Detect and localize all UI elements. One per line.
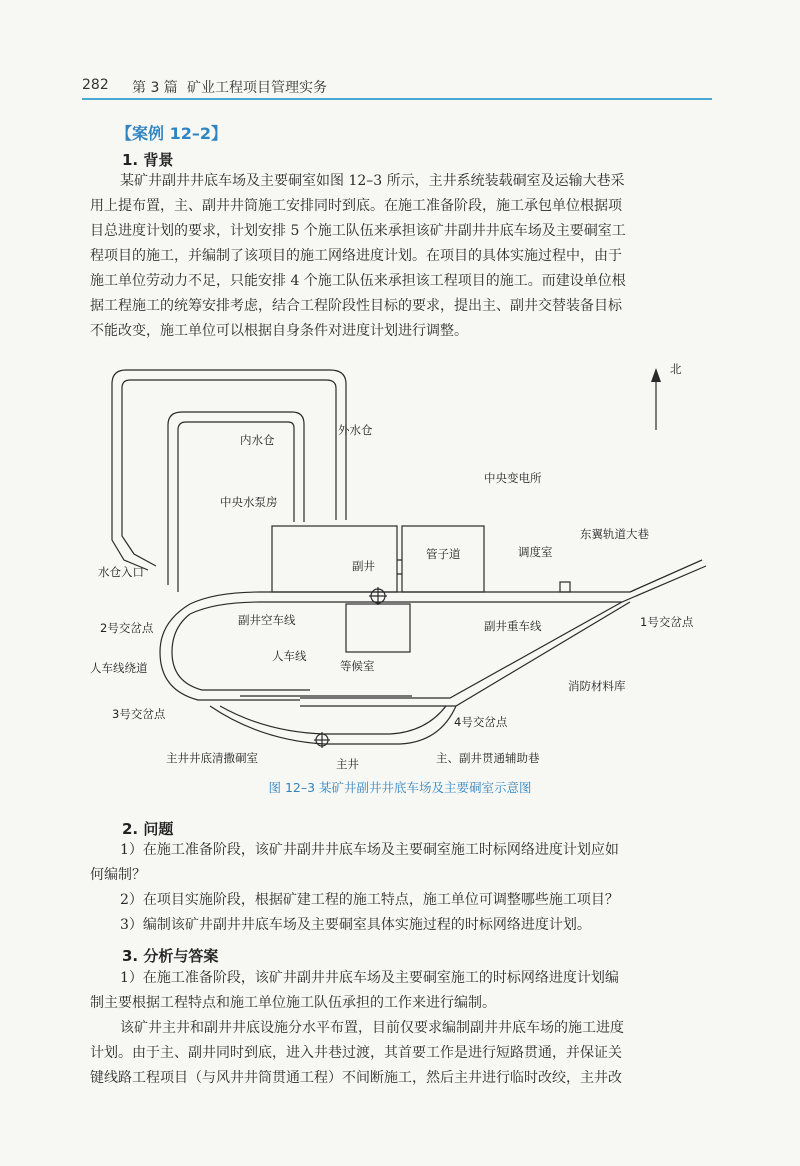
label-dispatch: 调度室 (518, 545, 553, 559)
label-junction-2: 2号交岔点 (100, 621, 154, 635)
label-substation: 中央变电所 (484, 471, 542, 485)
text-line: 键线路工程项目（与风井井筒贯通工程）不间断施工，然后主井进行临时改绞，主井改 (90, 1070, 622, 1086)
connect-roadway (210, 706, 456, 744)
label-junction-4: 4号交岔点 (454, 715, 508, 729)
page-number: 282 (82, 77, 109, 93)
page-header (82, 74, 712, 98)
label-inner-sump: 内水仓 (240, 433, 275, 447)
part-label: 第 3 篇 (132, 80, 178, 96)
questions-paragraph (90, 838, 708, 938)
pump-room-outline (272, 526, 397, 592)
waiting-room-outline (346, 604, 410, 652)
label-cleanup-chamber: 主井井底清撒硐室 (166, 751, 258, 765)
text-line: 该矿井主井和副井井底设施分水平布置，目前仅要求编制副井井底车场的施工进度 (120, 1020, 624, 1036)
label-pipe-way: 管子道 (426, 547, 461, 561)
text-line: 何编制？ (90, 867, 146, 883)
text-line: 2）在项目实施阶段，根据矿建工程的施工特点，施工单位可调整哪些施工项目？ (120, 892, 619, 908)
section-questions-title: 2. 问题 (122, 820, 174, 838)
label-main-shaft: 主井 (336, 757, 359, 771)
connect-roadway-inner (220, 706, 446, 734)
section-answers-title: 3. 分析与答案 (122, 947, 219, 965)
case-title: 【案例 12–2】 (116, 124, 227, 143)
label-pump-room: 中央水泵房 (220, 495, 278, 509)
label-person-car-line: 人车线 (272, 649, 307, 663)
label-fire-store: 消防材料库 (568, 679, 626, 693)
figure-12-3 (90, 360, 730, 780)
background-paragraph (90, 169, 708, 344)
label-heavy-car-line: 副井重车线 (484, 619, 542, 633)
label-aux-shaft: 副井 (352, 559, 375, 573)
outer-sump-outline (112, 370, 346, 570)
figure-caption: 图 12–3 某矿井副井井底车场及主要硐室示意图 (268, 780, 532, 795)
north-label: 北 (670, 362, 682, 376)
header-rule (82, 98, 712, 100)
dispatch-room-outline (560, 582, 570, 592)
pipe-way-outline (397, 560, 402, 574)
section-background-title: 1. 背景 (122, 151, 174, 169)
text-line: 施工单位劳动力不足，只能安排 4 个施工队伍来承担该工程项目的施工。而建设单位根 (90, 273, 626, 289)
text-line: 制主要根据工程特点和施工单位施工队伍承担的工作来进行编制。 (90, 995, 496, 1011)
label-outer-sump: 外水仓 (338, 423, 373, 437)
text-line: 3）编制该矿井副井井底车场及主要硐室具体实施过程的时标网络进度计划。 (120, 917, 591, 933)
mine-layout-diagram (90, 360, 730, 780)
text-line: 计划。由于主、副井同时到底，进入井巷过渡，其首要工作是进行短路贯通，并保证关 (90, 1045, 622, 1061)
label-connect-roadway: 主、副井贯通辅助巷 (436, 751, 540, 765)
label-sump-entry: 水仓入口 (98, 565, 144, 579)
book-title: 矿业工程项目管理实务 (187, 80, 327, 96)
text-line: 某矿井副井井底车场及主要硐室如图 12–3 所示，主井系统装载硐室及运输大巷采 (120, 173, 625, 189)
label-junction-3: 3号交岔点 (112, 707, 166, 721)
text-line: 1）在施工准备阶段，该矿井副井井底车场及主要硐室施工时标网络进度计划应如 (120, 842, 619, 858)
label-east-roadway: 东翼轨道大巷 (580, 527, 649, 541)
text-line: 1）在施工准备阶段，该矿井副井井底车场及主要硐室施工的时标网络进度计划编 (120, 970, 619, 986)
north-arrow (651, 362, 682, 430)
text-line: 用上提布置，主、副井井筒施工安排同时到底。在施工准备阶段，施工承包单位根据项 (90, 198, 622, 214)
text-line: 程项目的施工，并编制了该项目的施工网络进度计划。在项目的具体实施过程中，由于 (90, 248, 622, 264)
label-empty-car-line: 副井空车线 (238, 613, 296, 627)
label-waiting-room: 等候室 (340, 659, 375, 673)
answers-paragraph (90, 966, 708, 1091)
label-junction-1: 1号交岔点 (640, 615, 694, 629)
empty-car-line (190, 560, 702, 604)
text-line: 不能改变，施工单位可以根据自身条件对进度计划进行调整。 (90, 323, 468, 339)
label-person-bypass: 人车线绕道 (90, 661, 148, 675)
text-line: 目总进度计划的要求，计划安排 5 个施工队伍来承担该矿井副井井底车场及主要硐室工 (90, 223, 626, 239)
empty-car-line-inner (190, 566, 706, 614)
text-line: 据工程施工的统筹安排考虑，结合工程阶段性目标的要求，提出主、副井交替装备目标 (90, 298, 622, 314)
